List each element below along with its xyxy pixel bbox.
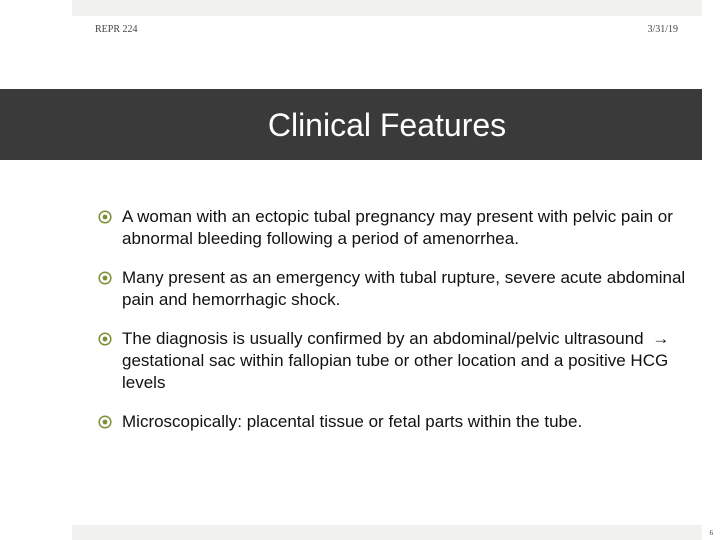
bullet-item-1 (98, 206, 688, 250)
right-arrow-icon: → (652, 329, 670, 348)
bullet-item-3 (98, 328, 688, 394)
bullet-text: Many present as an emergency with tubal rupture, severe acute abdominal pain and hemorrhagic shock. (122, 268, 686, 309)
bullet-list (98, 206, 688, 450)
circled-target-bullet-icon (98, 210, 112, 224)
bullet-text-before-arrow: The diagnosis is usually confirmed by an abdominal/pelvic ultrasound (122, 329, 644, 348)
circled-target-bullet-icon (98, 271, 112, 285)
bullet-item-2 (98, 267, 688, 311)
bottom-frame-strip (72, 525, 702, 540)
slide-number: 6 (709, 529, 713, 537)
top-frame-strip (72, 0, 702, 16)
circled-target-bullet-icon (98, 332, 112, 346)
slide-date: 3/31/19 (647, 24, 678, 35)
course-code: REPR 224 (95, 24, 138, 35)
bullet-item-4 (98, 411, 688, 433)
bullet-text-after-arrow: gestational sac within fallopian tube or other location and a positive HCG levels (122, 351, 669, 392)
bullet-text: Microscopically: placental tissue or fetal parts within the tube. (122, 412, 583, 431)
slide-title: Clinical Features (267, 107, 507, 143)
bullet-text: A woman with an ectopic tubal pregnancy may present with pelvic pain or abnormal bleeding following a period of amenorrhea. (122, 207, 673, 248)
circled-target-bullet-icon (98, 415, 112, 429)
